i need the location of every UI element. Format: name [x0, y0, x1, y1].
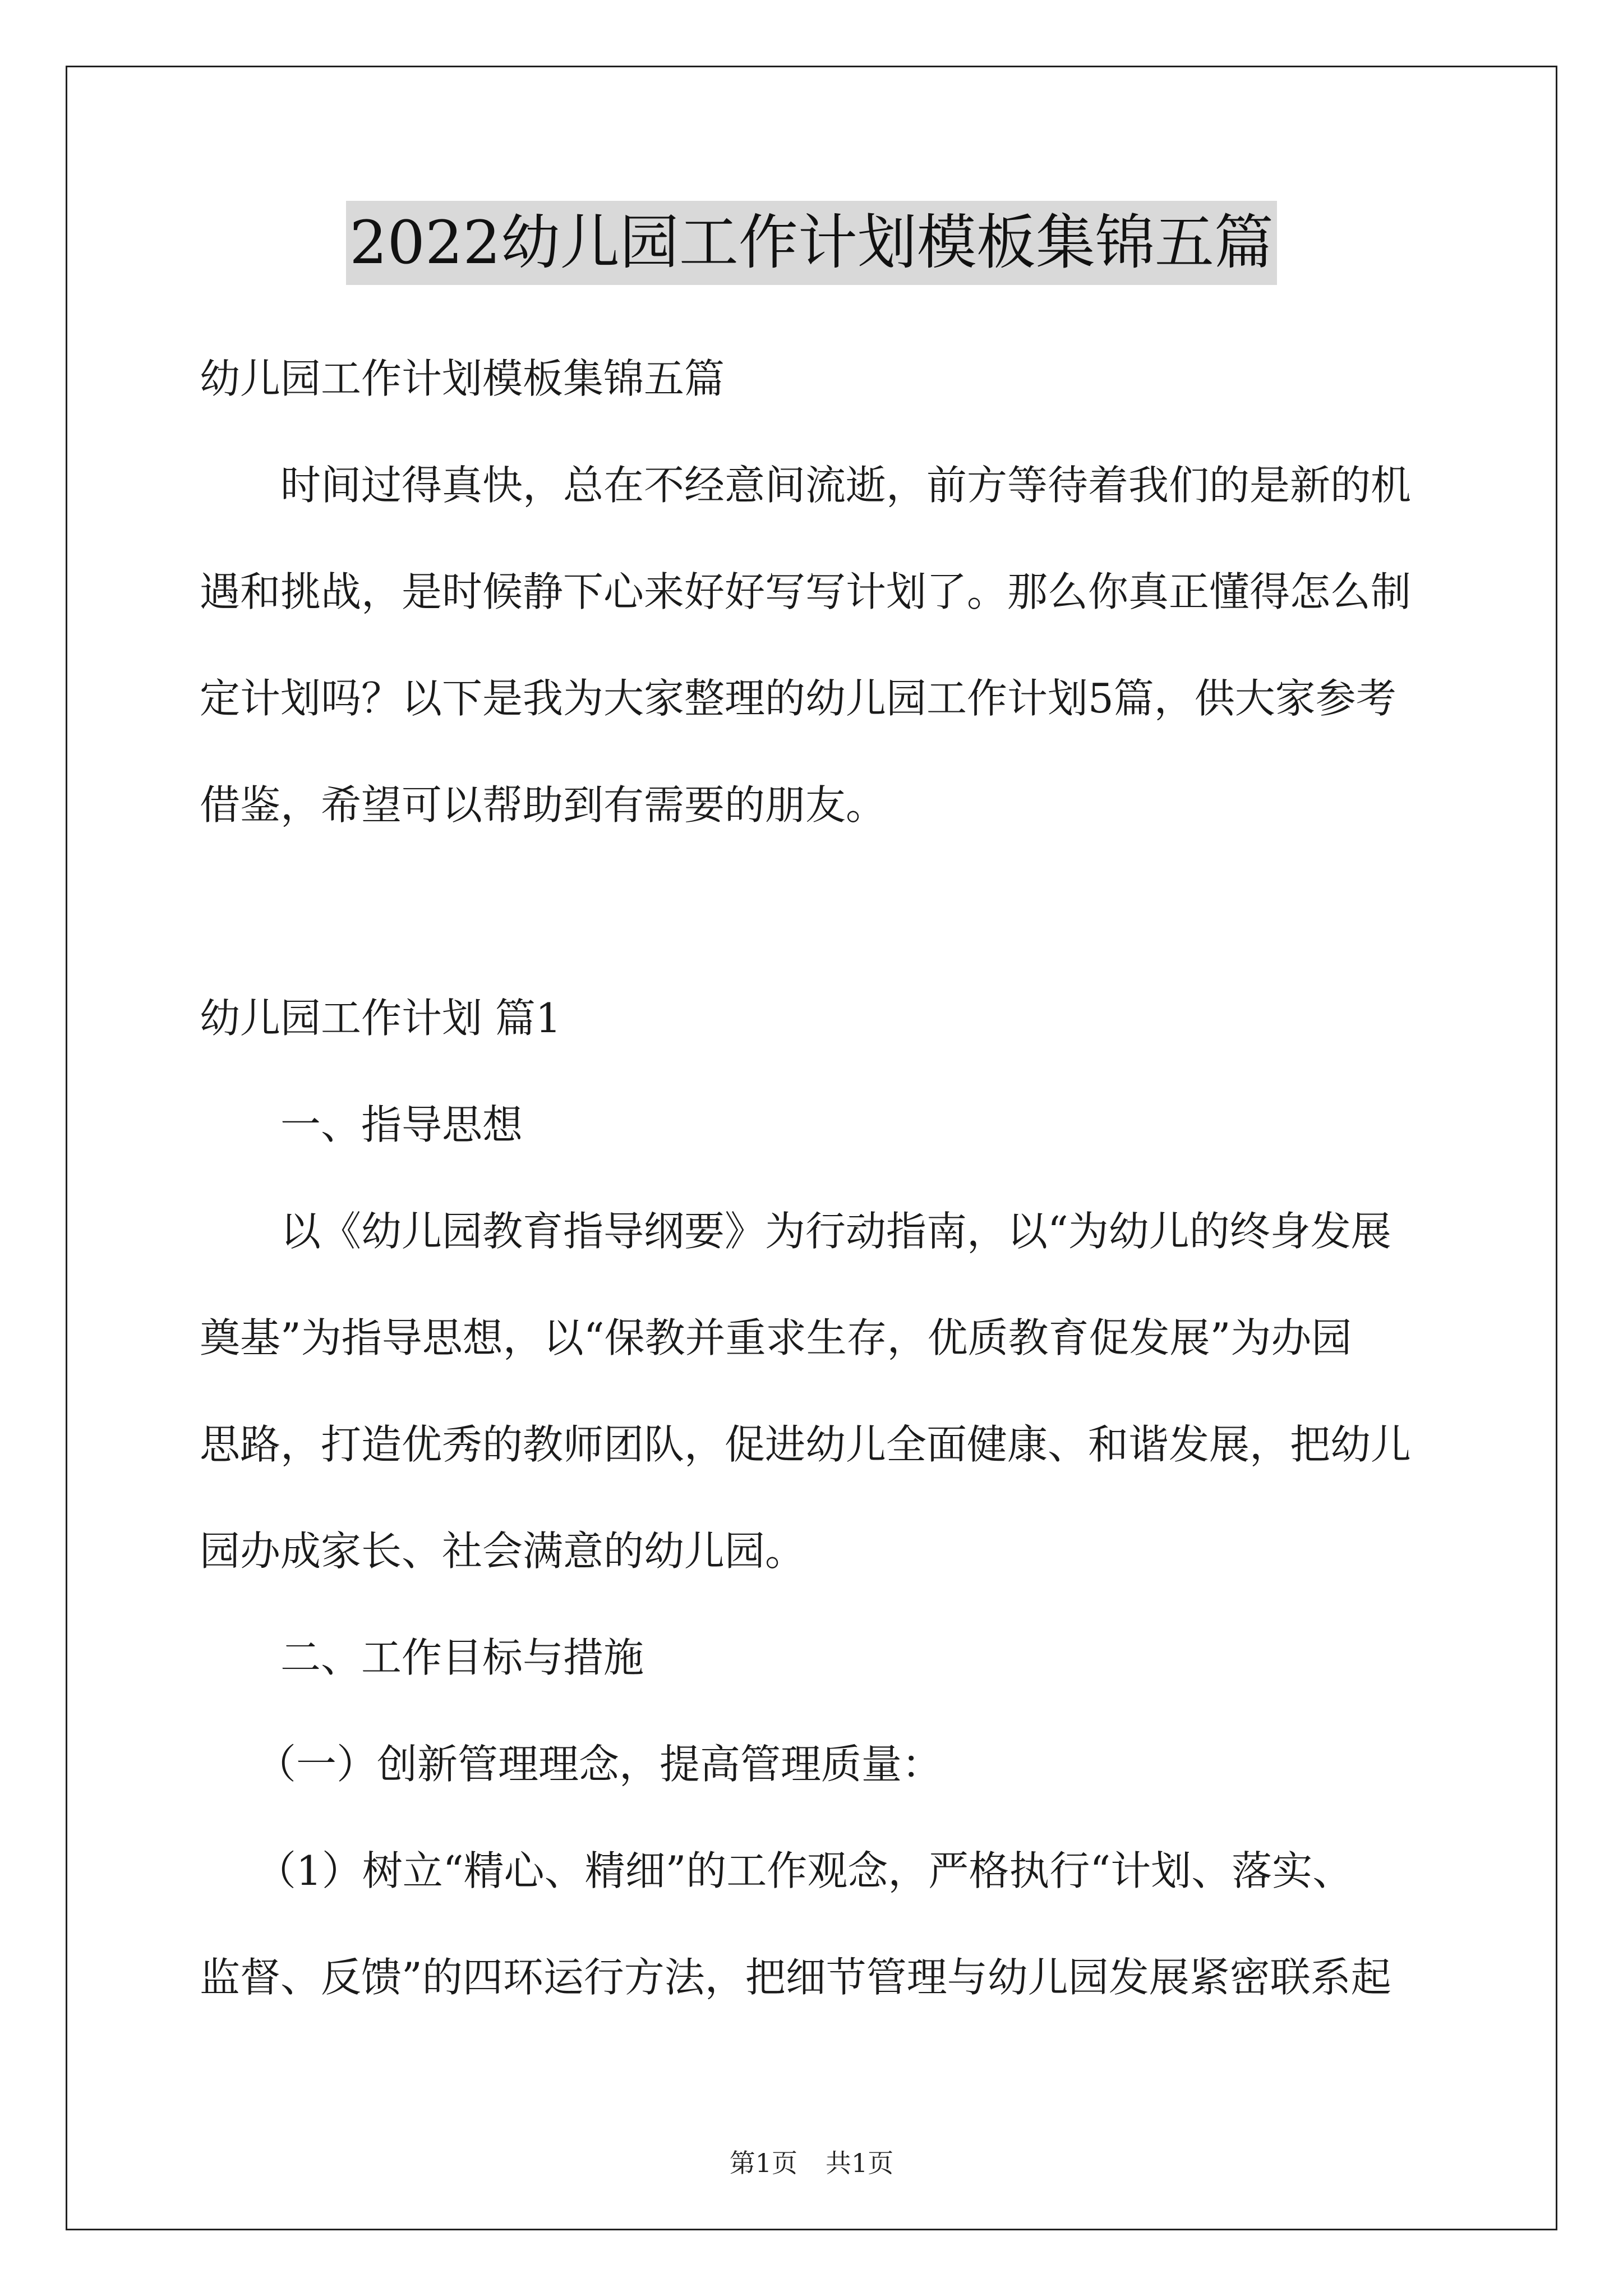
paragraph-line: 定计划吗？以下是我为大家整理的幼儿园工作计划5篇，供大家参考	[200, 675, 1396, 722]
document-body	[200, 325, 1433, 2031]
paragraph-line: 时间过得真快，总在不经意间流逝，前方等待着我们的是新的机	[280, 462, 1412, 509]
section-heading: 幼儿园工作计划 篇1	[200, 995, 561, 1042]
paragraph-line: 园办成家长、社会满意的幼儿园。	[200, 1527, 806, 1575]
paragraph-line: （1）树立“精心、精细”的工作观念，严格执行“计划、落实、	[256, 1847, 1353, 1894]
page-footer	[0, 2146, 1623, 2180]
paragraph-line: 遇和挑战，是时候静下心来好好写写计划了。那么你真正懂得怎么制	[200, 568, 1412, 615]
subheading-goals-measures: 二、工作目标与措施	[280, 1634, 644, 1681]
paragraph-line: 以《幼儿园教育指导纲要》为行动指南，以“为幼儿的终身发展	[280, 1208, 1391, 1255]
subheading-guiding-thought: 一、指导思想	[280, 1101, 523, 1148]
paragraph-line: 借鉴，希望可以帮助到有需要的朋友。	[200, 781, 887, 829]
title-container	[0, 201, 1623, 285]
paragraph-line: 监督、反馈”的四环运行方法，把细节管理与幼儿园发展紧密联系起	[200, 1954, 1391, 2001]
paragraph-line: 思路，打造优秀的教师团队，促进幼儿全面健康、和谐发展，把幼儿	[200, 1421, 1412, 1468]
subtitle-line: 幼儿园工作计划模板集锦五篇	[200, 355, 725, 402]
page-number-total: 共1页	[826, 2148, 894, 2178]
blank-line	[200, 858, 1433, 965]
document-title: 2022幼儿园工作计划模板集锦五篇	[346, 201, 1277, 285]
page-number-current: 第1页	[729, 2148, 797, 2178]
paragraph-line: （一）创新管理理念，提高管理质量：	[256, 1741, 943, 1788]
paragraph-line: 奠基”为指导思想，以“保教并重求生存，优质教育促发展”为办园	[200, 1314, 1352, 1361]
